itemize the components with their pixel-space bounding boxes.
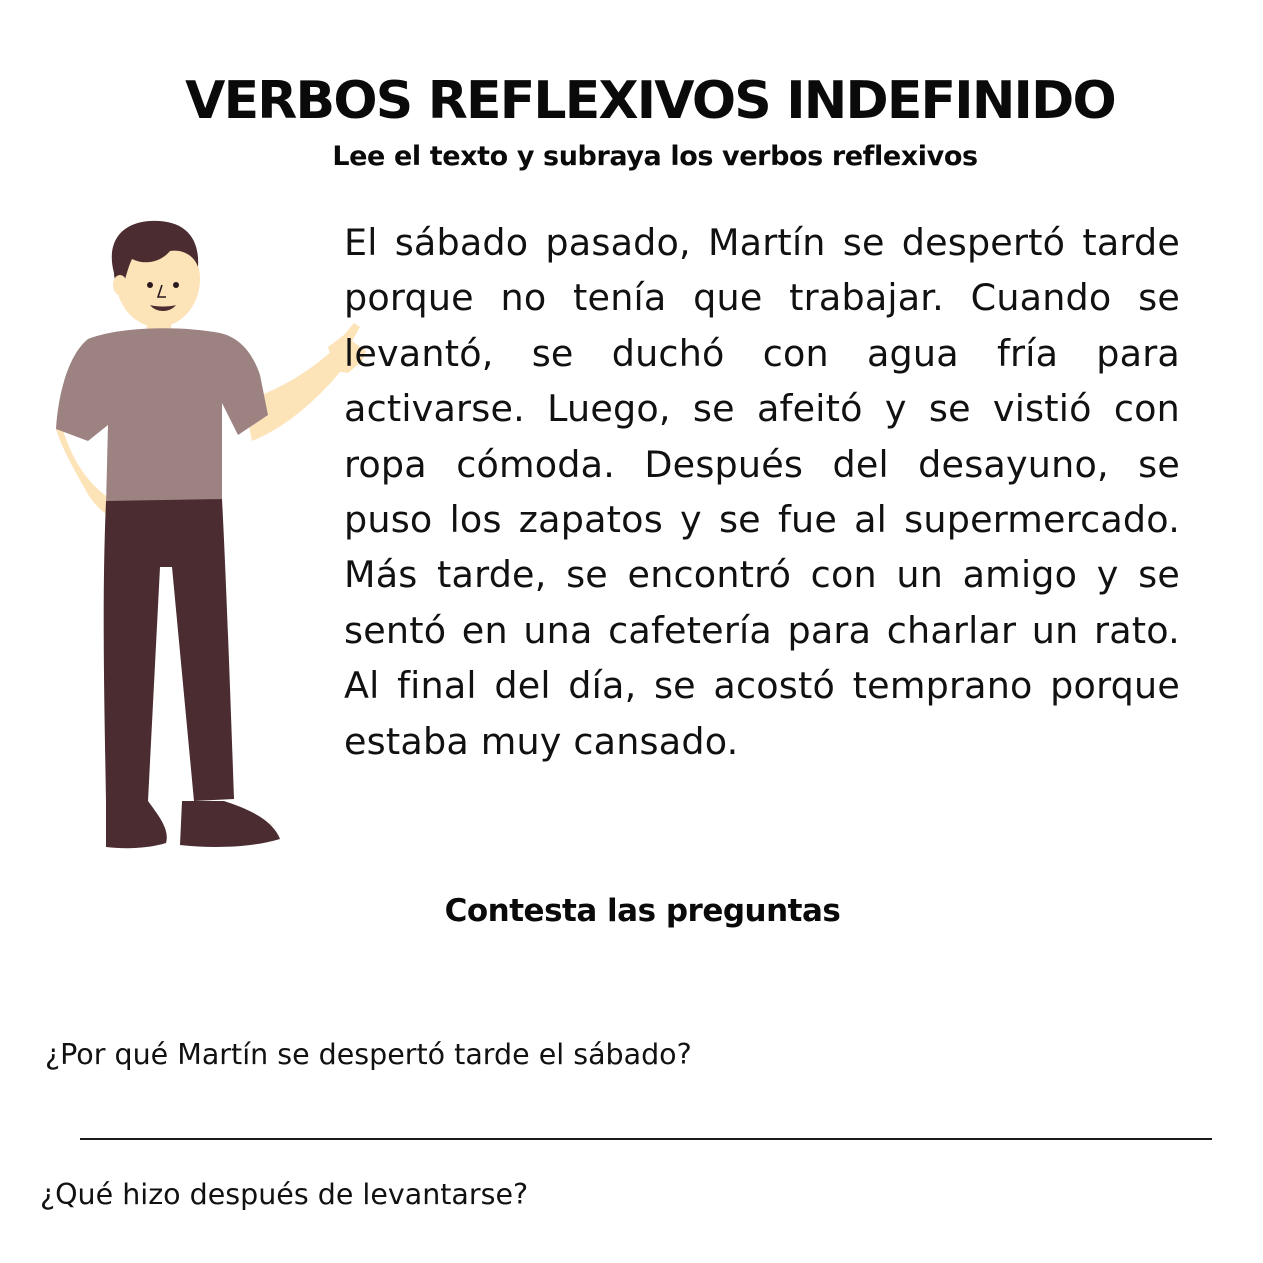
question-2: ¿Qué hizo después de levantarse?: [40, 1178, 529, 1211]
answer-line-1[interactable]: [80, 1138, 1212, 1140]
question-1: ¿Por qué Martín se despertó tarde el sábado?: [45, 1038, 692, 1071]
left-eye: [147, 282, 153, 288]
story-paragraph: El sábado pasado, Martín se despertó tarde porque no tenía que trabajar. Cuando se levantó, se duchó con agua fría para activarse. Luego, se afeitó y se vistió con ropa cómoda. Después del desayuno, se puso los zapatos y se fue al supermercado. Más tarde, se encontró con un amigo y se sentó en una cafetería para charlar un rato. Al final del día, se acostó temprano porque estaba muy cansado.: [344, 221, 1180, 763]
left-shoe: [106, 801, 167, 848]
pants: [104, 499, 234, 801]
worksheet-instruction: Lee el texto y subraya los verbos reflexivos: [332, 141, 978, 172]
right-eye: [173, 282, 179, 288]
man-pointing-illustration: [48, 215, 368, 860]
worksheet-title: VERBOS REFLEXIVOS INDEFINIDO: [185, 71, 1115, 131]
questions-heading: Contesta las preguntas: [444, 893, 841, 929]
ear: [113, 275, 127, 295]
right-shoe: [180, 801, 280, 847]
